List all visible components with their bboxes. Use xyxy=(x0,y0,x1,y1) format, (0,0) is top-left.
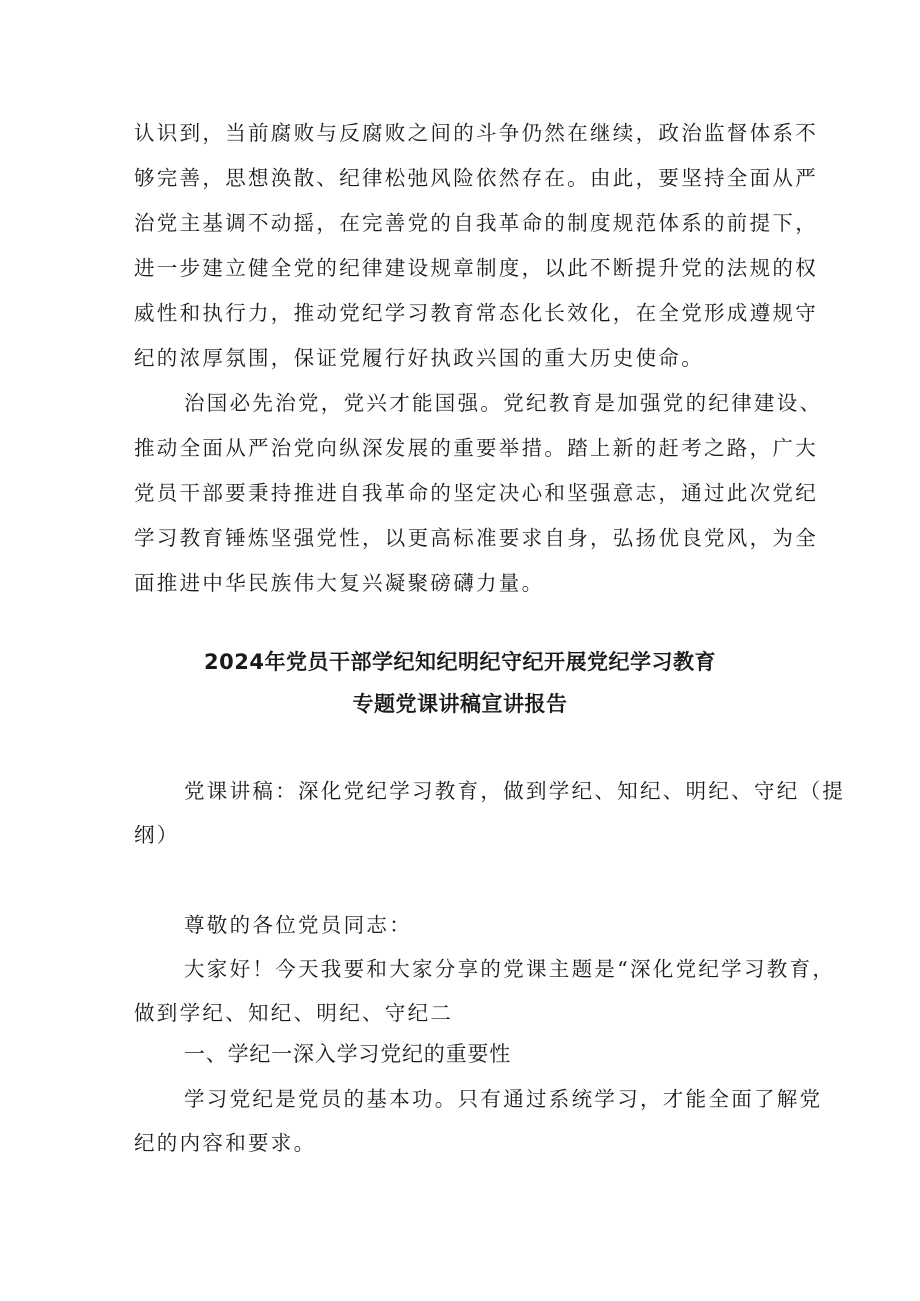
section-heading: 一、学纪一深入学习党纪的重要性 xyxy=(184,1042,511,1066)
paragraph1-line: 进一步建立健全党的纪律建设规章制度，以此不断提升党的法规的权 xyxy=(134,256,818,280)
paragraph1-line: 威性和执行力，推动党纪学习教育常态化长效化，在全党形成遵规守 xyxy=(134,301,818,325)
document-title-line2: 专题党课讲稿宣讲报告 xyxy=(352,692,568,716)
intro-line: 做到学纪、知纪、明纪、守纪二 xyxy=(134,1001,454,1025)
document-title-line1: 2024年党员干部学纪知纪明纪守纪开展党纪学习教育 xyxy=(204,650,716,674)
paragraph2-line: 学习教育锤炼坚强党性，以更高标准要求自身，弘扬优良党风，为全 xyxy=(134,526,818,550)
paragraph1-line: 认识到，当前腐败与反腐败之间的斗争仍然在继续，政治监督体系不 xyxy=(134,121,818,145)
greeting: 尊敬的各位党员同志： xyxy=(184,913,412,937)
paragraph1-line: 纪的浓厚氛围，保证党履行好执政兴国的重大历史使命。 xyxy=(134,346,704,370)
subtitle-line: 纲） xyxy=(134,823,180,847)
section-body-line: 学习党纪是党员的基本功。只有通过系统学习，才能全面了解党 xyxy=(184,1087,823,1111)
paragraph1-line: 治党主基调不动摇，在完善党的自我革命的制度规范体系的前提下， xyxy=(134,211,818,235)
paragraph2-line: 推动全面从严治党向纵深发展的重要举措。踏上新的赶考之路，广大 xyxy=(134,436,818,460)
paragraph2-line: 治国必先治党，党兴才能国强。党纪教育是加强党的纪律建设、 xyxy=(184,391,823,415)
paragraph1-line: 够完善，思想涣散、纪律松弛风险依然存在。由此，要坚持全面从严 xyxy=(134,166,818,190)
subtitle-line: 党课讲稿：深化党纪学习教育，做到学纪、知纪、明纪、守纪（提 xyxy=(184,779,846,803)
paragraph2-line: 党员干部要秉持推进自我革命的坚定决心和坚强意志，通过此次党纪 xyxy=(134,481,818,505)
intro-line: 大家好！今天我要和大家分享的党课主题是“深化党纪学习教育， xyxy=(184,957,836,981)
paragraph2-line: 面推进中华民族伟大复兴凝聚磅礴力量。 xyxy=(134,571,545,595)
section-body-line: 纪的内容和要求。 xyxy=(134,1131,317,1155)
